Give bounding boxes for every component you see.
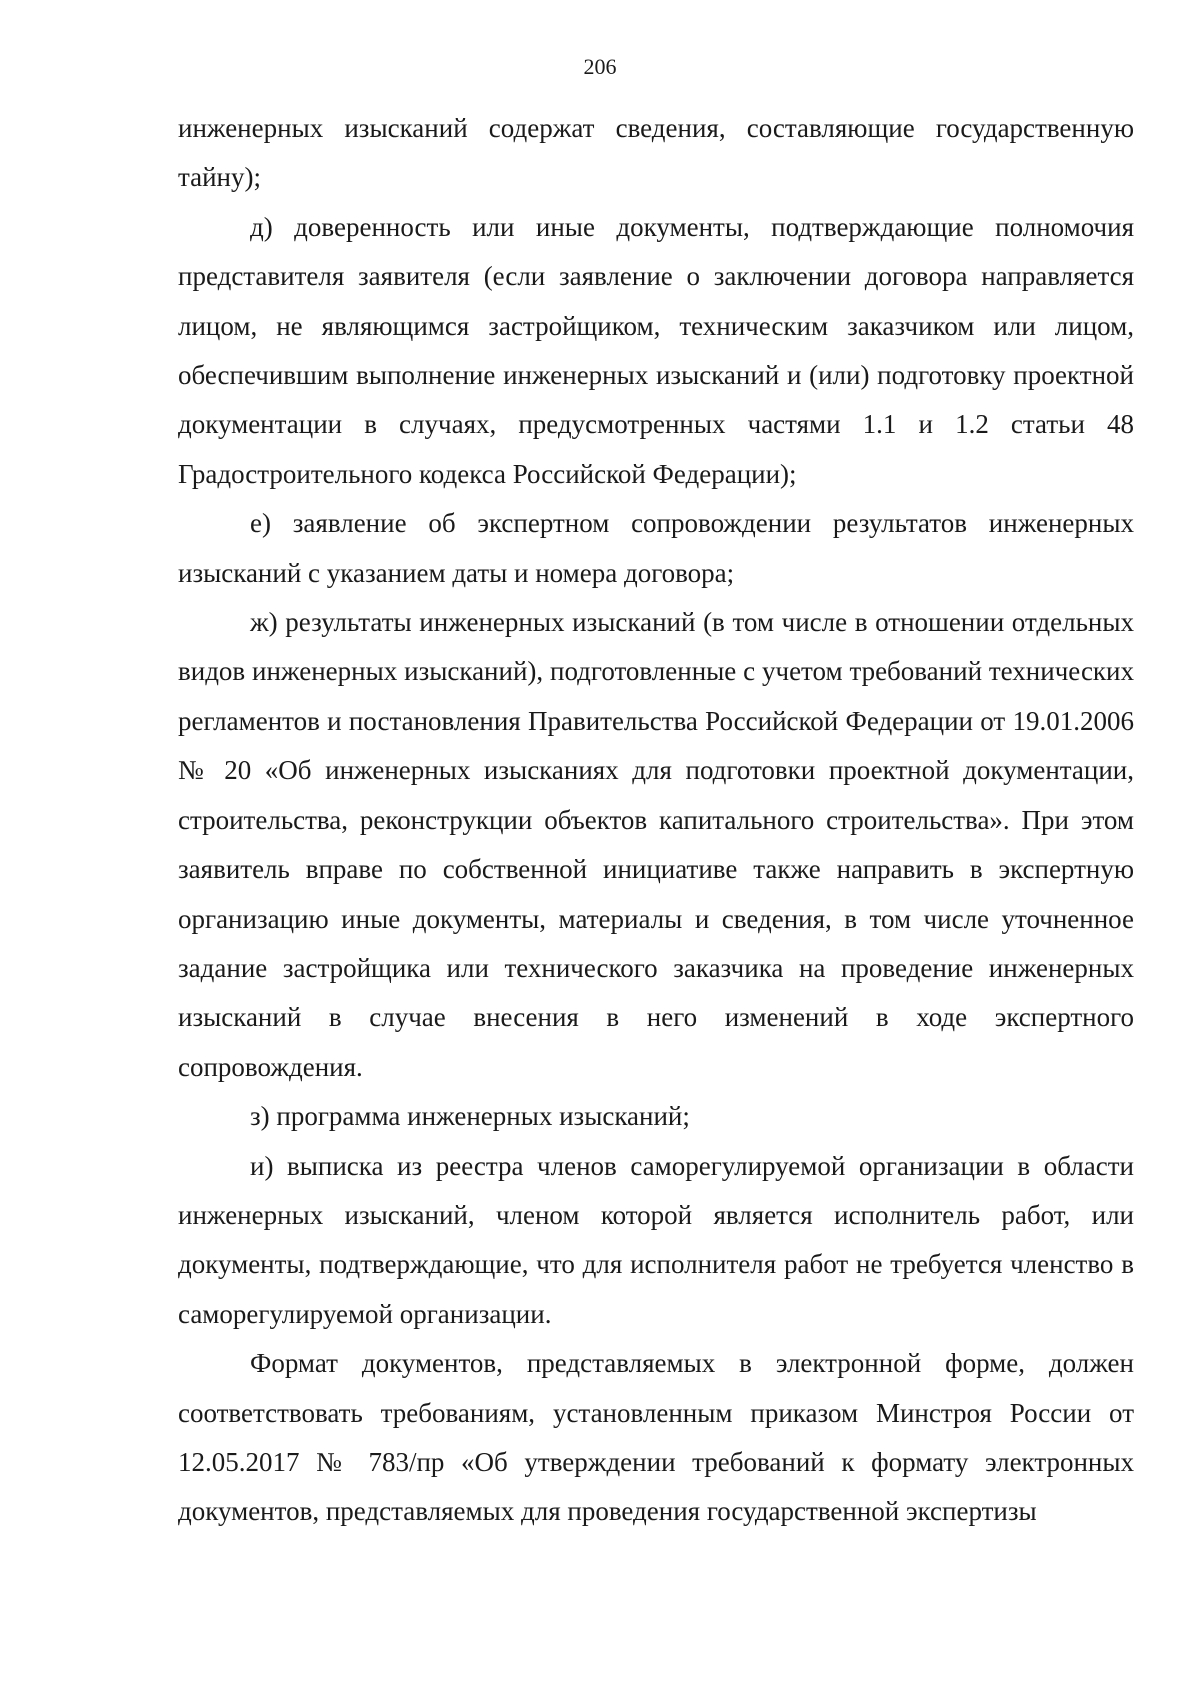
paragraph-item-zh: ж) результаты инженерных изысканий (в том числе в отношении отдельных видов инженерных изысканий), подготовленные с учетом требований технических регламентов и постановления Правительства Российской Федерации от 19.01.2006 № 20 «Об инженерных изысканиях для подготовки проектной документации, строительства, реконструкции объектов капитального строительства». При этом заявитель вправе по собственной инициативе также направить в экспертную организацию иные документы, материалы и сведения, в том числе уточненное задание застройщика или технического заказчика на проведение инженерных изысканий в случае внесения в него изменений в ходе экспертного сопровождения. — [178, 607, 1134, 1082]
paragraph-item-d: д) доверенность или иные документы, подтверждающие полномочия представителя заявителя (если заявление о заключении договора направляется лицом, не являющимся застройщиком, техническим заказчиком или лицом, обеспечившим выполнение инженерных изысканий и (или) подготовку проектной документации в случаях, предусмотренных частями 1.1 и 1.2 статьи 48 Градостроительного кодекса Российской Федерации); — [178, 211, 1134, 489]
page-number: 206 — [583, 54, 617, 79]
paragraph-item-z: з) программа инженерных изысканий; — [250, 1101, 690, 1132]
paragraph-continuation: инженерных изысканий содержат сведения, составляющие государственную тайну); — [178, 113, 1134, 193]
paragraph-item-e: е) заявление об экспертном сопровождении результатов инженерных изысканий с указанием даты и номера договора; — [178, 508, 1134, 588]
paragraph-item-i: и) выписка из реестра членов саморегулируемой организации в области инженерных изысканий, членом которой является исполнитель работ, или документы, подтверждающие, что для исполнителя работ не требуется членство в саморегулируемой организации. — [178, 1150, 1134, 1329]
paragraph-format-requirements: Формат документов, представляемых в электронной форме, должен соответствовать требованиям, установленным приказом Минстроя России от 12.05.2017 № 783/пр «Об утверждении требований к формату электронных документов, представляемых для проведения государственной экспертизы — [178, 1348, 1134, 1527]
document-body — [178, 104, 1134, 1537]
